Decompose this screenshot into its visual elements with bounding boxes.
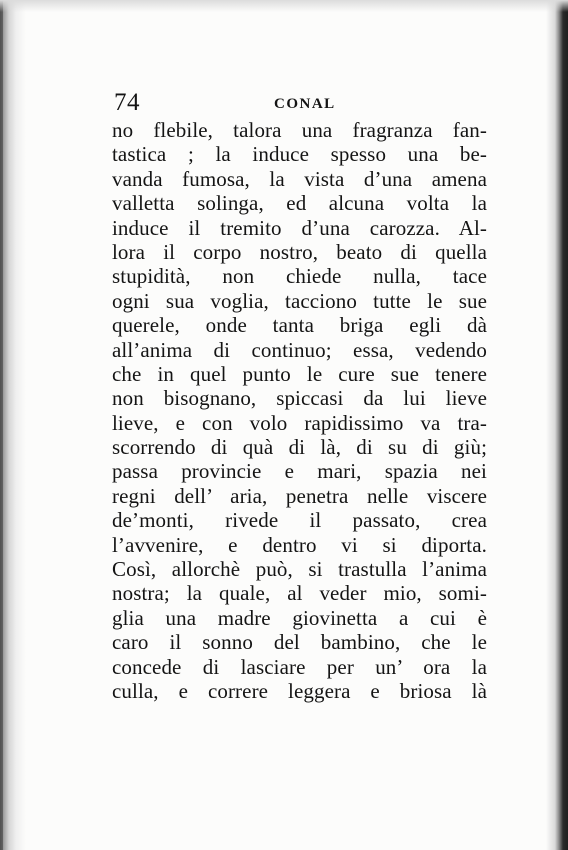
text-line: glia una madre giovinetta a cui è — [112, 605, 487, 630]
page-right-edge — [546, 0, 568, 850]
text-line: non bisognano, spiccasi da lui lieve — [112, 386, 487, 411]
text-line: vanda fumosa, la vista d’una amena — [112, 166, 487, 191]
text-line: Così, allorchè può, si trastulla l’anima — [112, 557, 487, 582]
text-line: scorrendo di quà di là, di su di giù; — [112, 435, 487, 460]
text-line: passa provincie e mari, spazia nei — [112, 459, 487, 484]
text-line: induce il tremito d’una carozza. Al- — [112, 215, 487, 240]
text-line: regni dell’ aria, penetra nelle viscere — [112, 483, 487, 508]
page-binding-shadow — [0, 0, 26, 850]
page-left-edge — [0, 0, 3, 850]
text-line: no flebile, talora una fragranza fan- — [112, 118, 487, 142]
text-line: valletta solinga, ed alcuna volta la — [112, 191, 487, 216]
text-line: stupidità, non chiede nulla, tace — [112, 264, 487, 289]
text-line: tastica ; la induce spesso una be- — [112, 142, 487, 167]
text-line: concede di lasciare per un’ ora la — [112, 654, 487, 679]
body-text — [112, 118, 487, 703]
text-line: lora il corpo nostro, beato di quella — [112, 239, 487, 264]
text-line: l’avvenire, e dentro vi si diporta. — [112, 532, 487, 557]
text-line: ogni sua voglia, tacciono tutte le sue — [112, 288, 487, 313]
text-line: che in quel punto le cure sue tenere — [112, 361, 487, 386]
text-line: caro il sonno del bambino, che le — [112, 630, 487, 655]
text-line: nostra; la quale, al veder mio, somi- — [112, 581, 487, 606]
text-line: de’monti, rivede il passato, crea — [112, 508, 487, 533]
page-header — [114, 88, 486, 118]
running-head: CONAL — [274, 96, 336, 112]
text-line: culla, e correre leggera e briosa là — [112, 678, 487, 703]
text-line: lieve, e con volo rapidissimo va tra- — [112, 410, 487, 435]
text-line: querele, onde tanta briga egli dà — [112, 313, 487, 338]
page-top-edge — [0, 0, 568, 12]
page-number: 74 — [114, 89, 140, 116]
text-line: all’anima di continuo; essa, vedendo — [112, 337, 487, 362]
